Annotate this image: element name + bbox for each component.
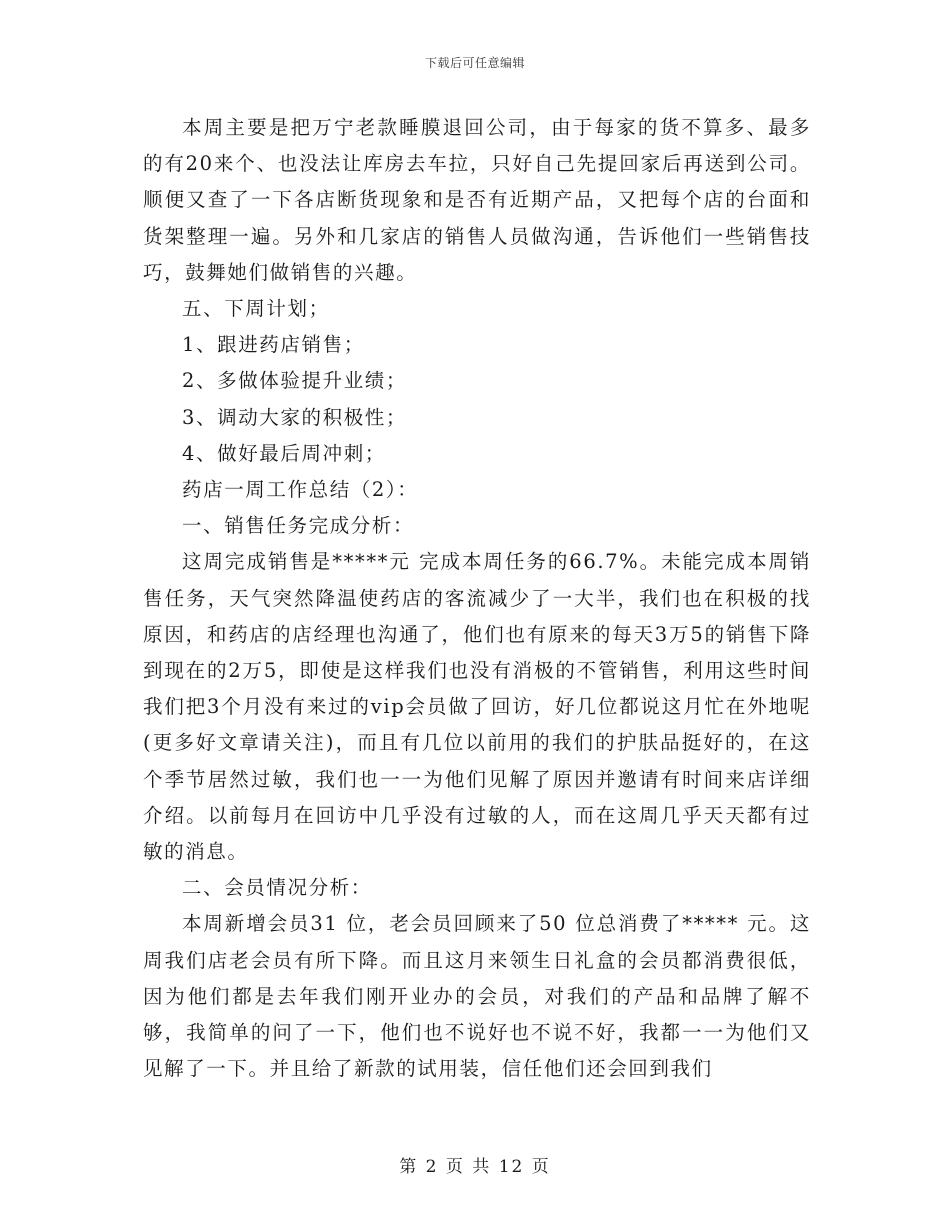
document-body xyxy=(143,110,811,1087)
heading-member-analysis: 二、会员情况分析： xyxy=(182,876,372,900)
heading-next-week-plan: 五、下周计划； xyxy=(182,297,330,321)
plan-item-3: 3、调动大家的积极性； xyxy=(182,405,408,429)
plan-item-1: 1、跟进药店销售； xyxy=(182,333,365,357)
paragraph-returns: 本周主要是把万宁老款睡膜退回公司，由于每家的货不算多、最多的有20来个、也没法让库房去车拉，只好自己先提回家后再送到公司。顺便又查了一下各店断货现象和是否有近期产品，又把每个店的台面和货架整理一遍。另外和几家店的销售人员做沟通，告诉他们一些销售技巧，鼓舞她们做销售的兴趣。 xyxy=(143,116,811,284)
section-title-summary-2: 药店一周工作总结（2）： xyxy=(182,478,419,502)
heading-sales-analysis: 一、销售任务完成分析： xyxy=(182,514,415,538)
plan-item-4: 4、做好最后周冲刺； xyxy=(182,441,386,465)
plan-item-2: 2、多做体验提升业绩； xyxy=(182,369,408,393)
page-header: 下载后可任意编辑 xyxy=(424,56,525,70)
paragraph-sales-analysis: 这周完成销售是*****元 完成本周任务的66.7%。未能完成本周销售任务，天气突然降温使药店的客流减少了一大半，我们也在积极的找原因，和药店的店经理也沟通了，他们也有原来的每天3万5的销售下降到现在的2万5，即使是这样我们也没有消极的不管销售，利用这些时间我们把3个月没有来过的vip会员做了回访，好几位都说这月忙在外地呢(更多好文章请关注)，而且有几位以前用的我们的护肤品挺好的，在这个季节居然过敏，我们也一一为他们见解了原因并邀请有时间来店详细介绍。以前每月在回访中几乎没有过敏的人，而在这周几乎天天都有过敏的消息。 xyxy=(143,550,811,864)
page-footer: 第 2 页 共 12 页 xyxy=(399,1157,551,1177)
paragraph-member-analysis: 本周新增会员31 位，老会员回顾来了50 位总消费了***** 元。这周我们店老会员有所下降。而且这月来领生日礼盒的会员都消费很低，因为他们都是去年我们刚开业办的会员，对我们的产品和品牌了解不够，我简单的问了一下，他们也不说好也不说不好，我都一一为他们又见解了一下。并且给了新款的试用装，信任他们还会回到我们 xyxy=(143,912,811,1081)
